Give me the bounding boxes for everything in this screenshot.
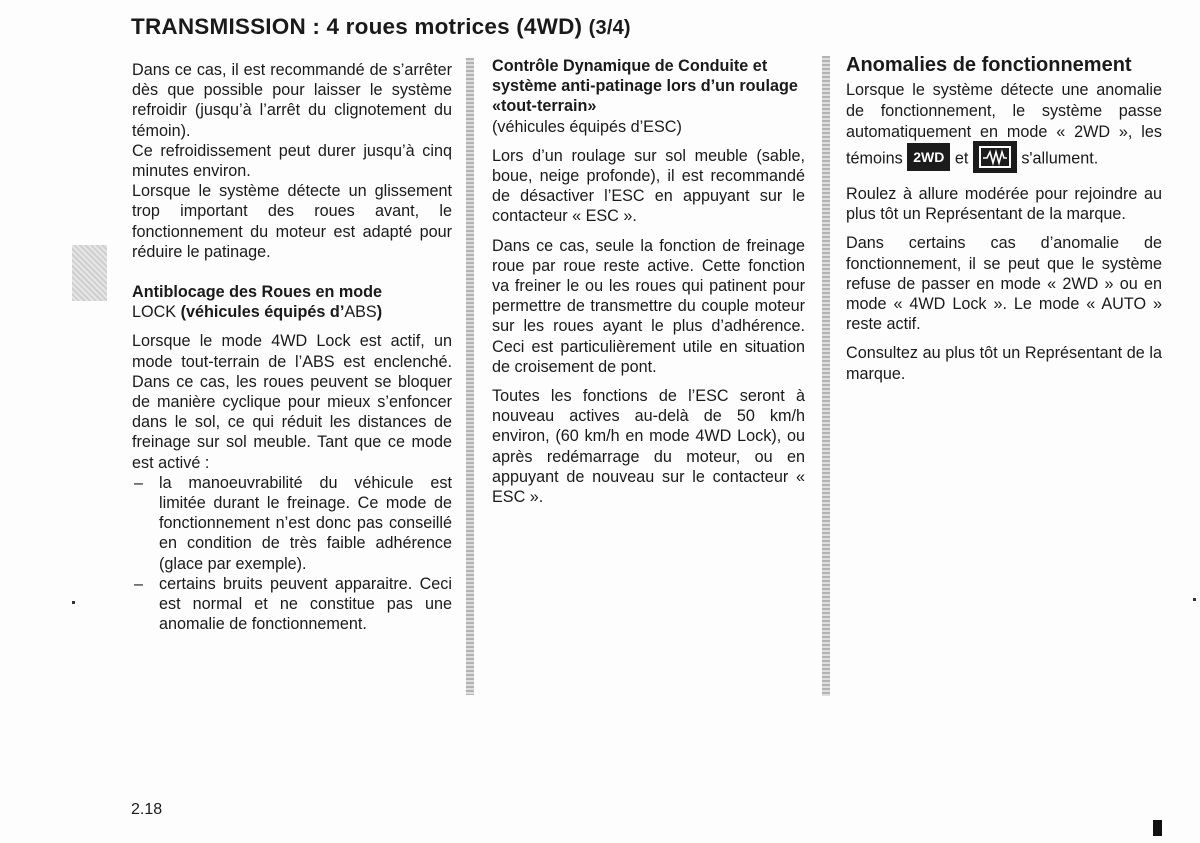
title-part: (3/4) (588, 17, 631, 39)
anomalies-and: et (954, 149, 969, 168)
abs-bullet-list (132, 473, 452, 635)
anomalies-heading: Anomalies de fonctionnement (846, 54, 1132, 76)
list-item: – certains bruits peuvent apparaitre. Ceci est normal et ne constitue pas une anomalie de fonctionnement. (132, 574, 452, 635)
print-mark (72, 601, 75, 604)
column-1 (132, 60, 452, 634)
column-divider-1 (466, 58, 474, 695)
print-mark (1193, 598, 1196, 601)
abs-heading-abs: ABS (344, 303, 377, 322)
page-title (131, 14, 631, 40)
anomalies-text-end: s'allument. (1021, 149, 1099, 168)
anomalies-text: Lorsque le système détecte une anomalie de fonctionnement, le système passe automatiquement en mode « 2WD », les témoins (846, 81, 1162, 168)
abs-heading (132, 282, 452, 322)
esc-heading: Contrôle Dynamique de Conduite et système anti-patinage lors d’un roulage «tout-terrain» (492, 57, 798, 116)
paragraph-abs: Lorsque le mode 4WD Lock est actif, un mode tout-terrain de l’ABS est enclenché. Dans ce cas, les roues peuvent se bloquer de manière cyclique pour mieux s’enfoncer dans le sol, ce qui réduit les distances de freinage sur sol meuble. Tant que ce mode est activé : (132, 332, 452, 472)
section-marker (72, 245, 107, 301)
page-number: 2.18 (131, 801, 163, 818)
column-2 (492, 56, 805, 516)
abs-heading-vehicles: (véhicules équipés d’ (180, 303, 345, 322)
paragraph-anomalies-1 (846, 80, 1162, 175)
paragraph-intro: Dans ce cas, il est recommandé de s’arrêter dès que possible pour laisser le système refroidir (jusqu’à l’arrêt du clignotement du témoin). (132, 61, 452, 140)
2wd-indicator-badge: 2WD (907, 143, 950, 171)
paragraph-esc-3: Toutes les fonctions de l’ESC seront à nouveau actives au-delà de 50 km/h environ, (60 km/h en mode 4WD Lock), ou après redémarrage du moteur, ou en appuyant de nouveau sur le contacteur « ESC ». (492, 387, 805, 507)
paragraph-slip: Lorsque le système détecte un glissement trop important des roues avant, le fonctionnement du moteur est adapté pour réduire le patinage. (132, 182, 452, 261)
paragraph-esc-1: Lors d’un roulage sur sol meuble (sable, boue, neige profonde), il est recommandé de désactiver l’ESC en appuyant sur le contacteur « ESC ». (492, 146, 805, 226)
end-of-section-mark (1153, 820, 1162, 836)
paragraph-anomalies-4: Consultez au plus tôt un Représentant de la marque. (846, 344, 1162, 383)
esc-subheading: (véhicules équipés d’ESC) (492, 117, 682, 136)
paragraph-cooling: Ce refroidissement peut durer jusqu’à cinq minutes environ. (132, 141, 452, 181)
title-main: TRANSMISSION : 4 roues motrices (4WD) (131, 14, 583, 39)
abs-heading-lock: LOCK (132, 303, 177, 322)
4wd-fault-warning-icon (973, 141, 1017, 173)
list-item: – la manoeuvrabilité du véhicule est limitée durant le freinage. Ce mode de fonctionnement n’est donc pas conseillé en condition de très faible adhérence (glace par exemple). (132, 473, 452, 574)
paragraph-anomalies-2: Roulez à allure modérée pour rejoindre au plus tôt un Représentant de la marque. (846, 185, 1162, 224)
paragraph-esc-2: Dans ce cas, seule la fonction de freinage roue par roue reste active. Cette fonction va freiner le ou les roues qui patinent pour permettre de transmettre du couple moteur sur les roues ayant le plus d’adhérence. Ceci est particulièrement utile en situation de croisement de pont. (492, 236, 805, 376)
abs-heading-text: Antiblocage des Roues en mode (132, 283, 383, 302)
column-3 (846, 54, 1162, 384)
abs-heading-close: ) (376, 303, 383, 322)
column-divider-2 (822, 56, 830, 696)
paragraph-anomalies-3: Dans certains cas d’anomalie de fonctionnement, il se peut que le système refuse de passer en mode « 2WD » ou en mode « 4WD Lock ». Le mode « AUTO » reste actif. (846, 234, 1162, 334)
